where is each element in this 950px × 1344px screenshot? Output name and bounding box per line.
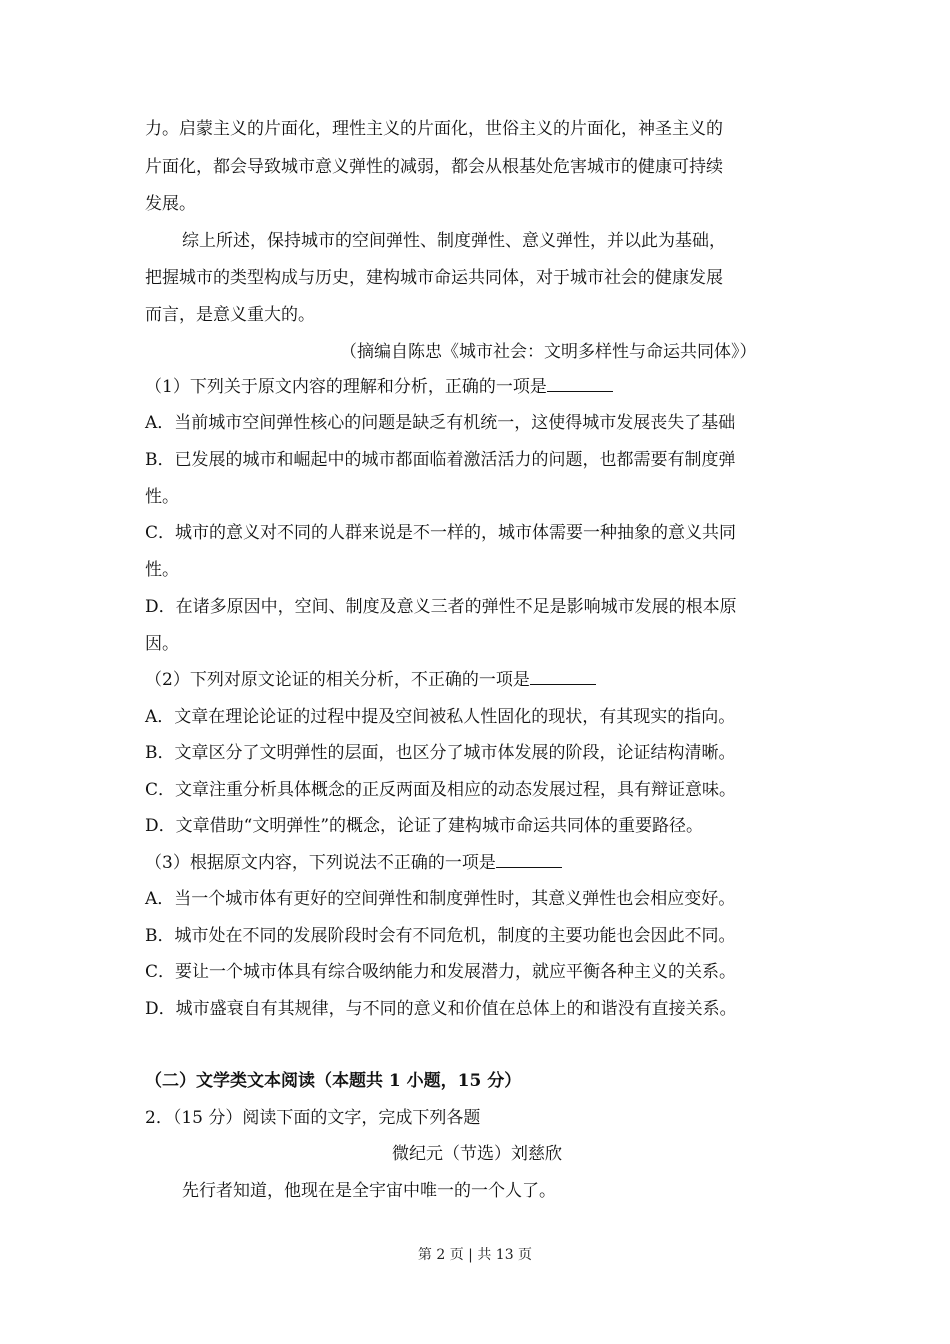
page-footer: 第 2 页 | 共 13 页 [417, 1247, 533, 1263]
paragraph-line: 而言，是意义重大的。 [145, 305, 315, 325]
q1-option-b: B．已发展的城市和崛起中的城市都面临着激活活力的问题，也都需要有制度弹 [145, 450, 736, 470]
source-citation: （摘编自陈忠《城市社会：文明多样性与命运共同体》） [340, 342, 757, 362]
q1-option-d: D．在诸多原因中，空间、制度及意义三者的弹性不足是影响城市发展的根本原 [145, 597, 737, 617]
paragraph-line: 发展。 [145, 194, 196, 214]
question-stem-text: （2）下列对原文论证的相关分析，不正确的一项是 [145, 670, 530, 690]
paragraph-line: 力。启蒙主义的片面化，理性主义的片面化，世俗主义的片面化，神圣主义的 [145, 119, 723, 139]
question-stem-text: （3）根据原文内容，下列说法不正确的一项是 [145, 853, 496, 873]
answer-blank [496, 853, 562, 868]
q1-option-b-cont: 性。 [145, 487, 179, 507]
answer-blank [547, 377, 613, 392]
q1-option-a: A．当前城市空间弹性核心的问题是缺乏有机统一，这使得城市发展丧失了基础 [145, 413, 736, 433]
paragraph-line: 把握城市的类型构成与历史，建构城市命运共同体，对于城市社会的健康发展 [145, 268, 723, 288]
q3-option-d: D．城市盛衰自有其规律，与不同的意义和价值在总体上的和谐没有直接关系。 [145, 999, 737, 1019]
section-heading: （二）文学类文本阅读（本题共 1 小题，15 分） [145, 1071, 522, 1091]
answer-blank [530, 670, 596, 685]
q3-option-b: B．城市处在不同的发展阶段时会有不同危机，制度的主要功能也会因此不同。 [145, 926, 736, 946]
q2-option-a: A．文章在理论论证的过程中提及空间被私人性固化的现状，有其现实的指向。 [145, 707, 736, 727]
q2-option-d: D．文章借助“文明弹性”的概念，论证了建构城市命运共同体的重要路径。 [145, 816, 704, 836]
question-stem-text: （1）下列关于原文内容的理解和分析，正确的一项是 [145, 377, 547, 397]
story-first-line: 先行者知道，他现在是全宇宙中唯一的一个人了。 [182, 1181, 556, 1201]
q2-option-c: C．文章注重分析具体概念的正反两面及相应的动态发展过程，具有辩证意味。 [145, 780, 737, 800]
question-2-intro: 2．（15 分）阅读下面的文字，完成下列各题 [145, 1108, 481, 1128]
paragraph-line: 片面化，都会导致城市意义弹性的减弱，都会从根基处危害城市的健康可持续 [145, 157, 723, 177]
q3-option-a: A．当一个城市体有更好的空间弹性和制度弹性时，其意义弹性也会相应变好。 [145, 889, 736, 909]
q1-option-d-cont: 因。 [145, 634, 179, 654]
paragraph-line: 综上所述，保持城市的空间弹性、制度弹性、意义弹性，并以此为基础， [182, 231, 726, 251]
q3-option-c: C．要让一个城市体具有综合吸纳能力和发展潜力，就应平衡各种主义的关系。 [145, 962, 737, 982]
question-2-stem [145, 668, 596, 692]
q1-option-c-cont: 性。 [145, 560, 179, 580]
q1-option-c: C．城市的意义对不同的人群来说是不一样的，城市体需要一种抽象的意义共同 [145, 523, 737, 543]
q2-option-b: B．文章区分了文明弹性的层面，也区分了城市体发展的阶段，论证结构清晰。 [145, 743, 736, 763]
question-3-stem [145, 851, 562, 875]
story-title: 微纪元（节选）刘慈欣 [392, 1144, 562, 1164]
question-1-stem [145, 375, 613, 399]
